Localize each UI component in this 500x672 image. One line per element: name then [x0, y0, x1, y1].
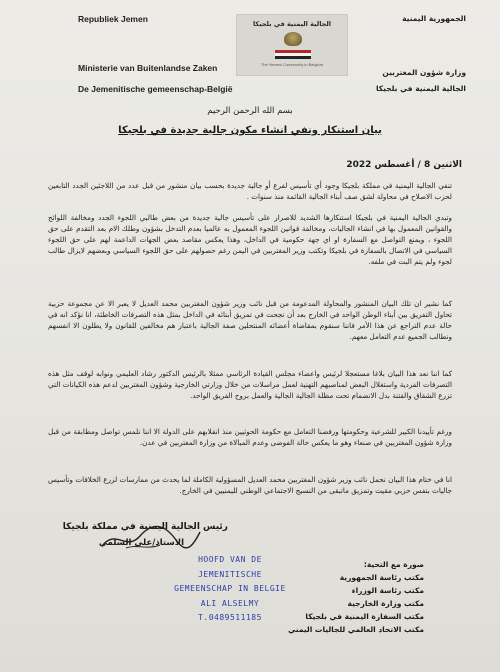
stamp-line-2: GEMEENSCHAP IN BELGIE — [174, 584, 286, 593]
document-date: الاثنين 8 / أغسطس 2022 — [346, 160, 462, 170]
paragraph-6: انا في ختام هذا البيان نحمل نائب وزير شؤون المغتربين محمد العديل المسؤولية الكاملة لما يحدث من ممارسات لزرع الخلافات وتأسيس جاليات بنفس حزبي مقيت وتمزيق ماتبقى من النسيج الاجتماعي الوطني لليمنيين في الخارج. — [48, 475, 452, 495]
header-country-ar: الجمهورية اليمنية — [402, 14, 466, 23]
yemen-flag-icon — [275, 50, 311, 59]
stamp-line-4: T.0489511185 — [198, 613, 262, 622]
header-ministry-nl: Ministerie van Buitenlandse Zaken — [78, 63, 218, 73]
paragraph-2: وتبدي الجالية اليمنية في بلجيكا استنكارها الشديد للاصرار على تأسيس جالية جديدة من بعض طالبي اللجوء الجدد ومخالفة اللوائح والقوانين المعمول بها في انشاء الجاليات، ومخالفة قوانين اللجوء المعمول به عالميا بعدم التدخل بشؤون وطلك الام بعد التقدم على حق اللجوء ، ويمنع التواصل مع السفارة او اي جهة حكومية في الداخل، وهذا يعكس مقاصد بعض الجهات الداعمة لهم على حق اللجوء السياسي في الاتصال بالسفارة في بلجيكا وتكتب وزير المغتربين في اليمن رغم حصولهم على حق اللجوء السياسي وبعضهم لايزال طالب لجوء ولم يتم البت في ملفه. — [48, 213, 452, 266]
copies-heading: صورة مع التحية: — [363, 560, 424, 569]
community-logo — [236, 14, 348, 76]
official-stamp — [166, 553, 294, 626]
paragraph-4: كما اننا نعد هذا البيان بلاغا مستعجلا لرئيس واعضاء مجلس القيادة الرئاسي ممثلا بالرئيس الدكتور رشاد العليمي ونوابه لوقف مثل هذه التصرفات الفردية واستغلال البعض لمناصبهم التهنية لعمل مراسلات من خلال وزارتي الخارجية وشؤون المغتربين لدعم هذه الكيانات التي تزرع الشقاق والفتنة بدل الانضمام تحت مظلة الجالية الجالية والعمل بروح الفريق الواحد. — [48, 369, 452, 400]
copy-item: مكتب رئاسة الوزراء — [351, 586, 424, 595]
header-community-ar: الجالية اليمنية في بلجيكا — [375, 84, 466, 93]
logo-title: الجالية اليمنية في بلجيكا — [252, 20, 332, 28]
copy-item: مكتب السفارة اليمنية في بلجيكا — [305, 612, 424, 621]
header-ministry-ar: وزارة شؤون المغتربين — [382, 68, 466, 77]
document-title: بيان استنكار ونفي انشاء مكون جالية جديدة في بلجيكا — [118, 125, 382, 136]
paragraph-3: كما نشير ان تلك البيان المنشور والمحاولة المدعومة من قبل نائب وزير شؤون المغتربين محمد العديل لا يعبر الا عن مجموعة حزبية تحاول التفريق بين أبناء الوطن الواحد في الخارج بعد أن نجحت في تمزيق أبنائه في الداخل بمثل هذه التصرفات الخاطئة، انا نؤكد انه في حالة عدم التراجع عن هذا الأمر فاننا سنقوم بمقاضاة أعضائه المنتحلين صفة الجالية باعتبار هم مخالفين للقانون ولا يطلون الا انفسهم ونطالب الجميع عدم التعامل معهم. — [48, 299, 452, 341]
signature-name: الاستاذ/علي السلمي — [98, 538, 184, 548]
copy-item: مكتب الاتحاد العالمي للجاليات اليمني — [288, 625, 424, 634]
copy-item: مكتب رئاسة الجمهورية — [339, 573, 424, 582]
paragraph-1: تنفي الجالية اليمنية في مملكة بلجيكا وجود أي تأسيس لفرع أو جالية جديدة بحسب بيان منشور من قبل عدد من اللاجئين الجدد التابعين لحزب الاصلاح في محاولة لشق صف أبناء الجالية القائمة منذ سنوات . — [48, 181, 452, 201]
emblem-icon — [284, 32, 302, 46]
header-community-nl: De Jemenitische gemeenschap-België — [78, 84, 233, 94]
header-country-nl: Republiek Jemen — [78, 14, 148, 24]
signature-title: رئيس الجالية اليمنية في مملكة بلجيكا — [62, 522, 228, 532]
handwritten-signature — [96, 518, 206, 558]
copy-item: مكتب وزارة الخارجية — [347, 599, 424, 608]
stamp-line-1: HOOFD VAN DE JEMENITISCHE — [198, 555, 262, 579]
stamp-line-3: ALI ALSELMY — [200, 598, 260, 608]
copies-list — [288, 558, 424, 636]
bismillah: بسم الله الرحمن الرحيم — [207, 106, 293, 116]
paragraph-5: ورغم تأييدنا الكبير للشرعية وحكومتها ورفضنا التعامل مع حكومة الحوثيين منذ انقلابهم على الدولة الا اننا نلمس تواصل ومطابقة من قبل وزارة شؤون المغتربين في صنعاء وهو ما يعكس حالة الفوضى وعدم المبالاة من وزارة المغتربين في عدن. — [48, 427, 452, 447]
logo-subtitle: The Yemeni Community in Belgium — [260, 62, 324, 67]
